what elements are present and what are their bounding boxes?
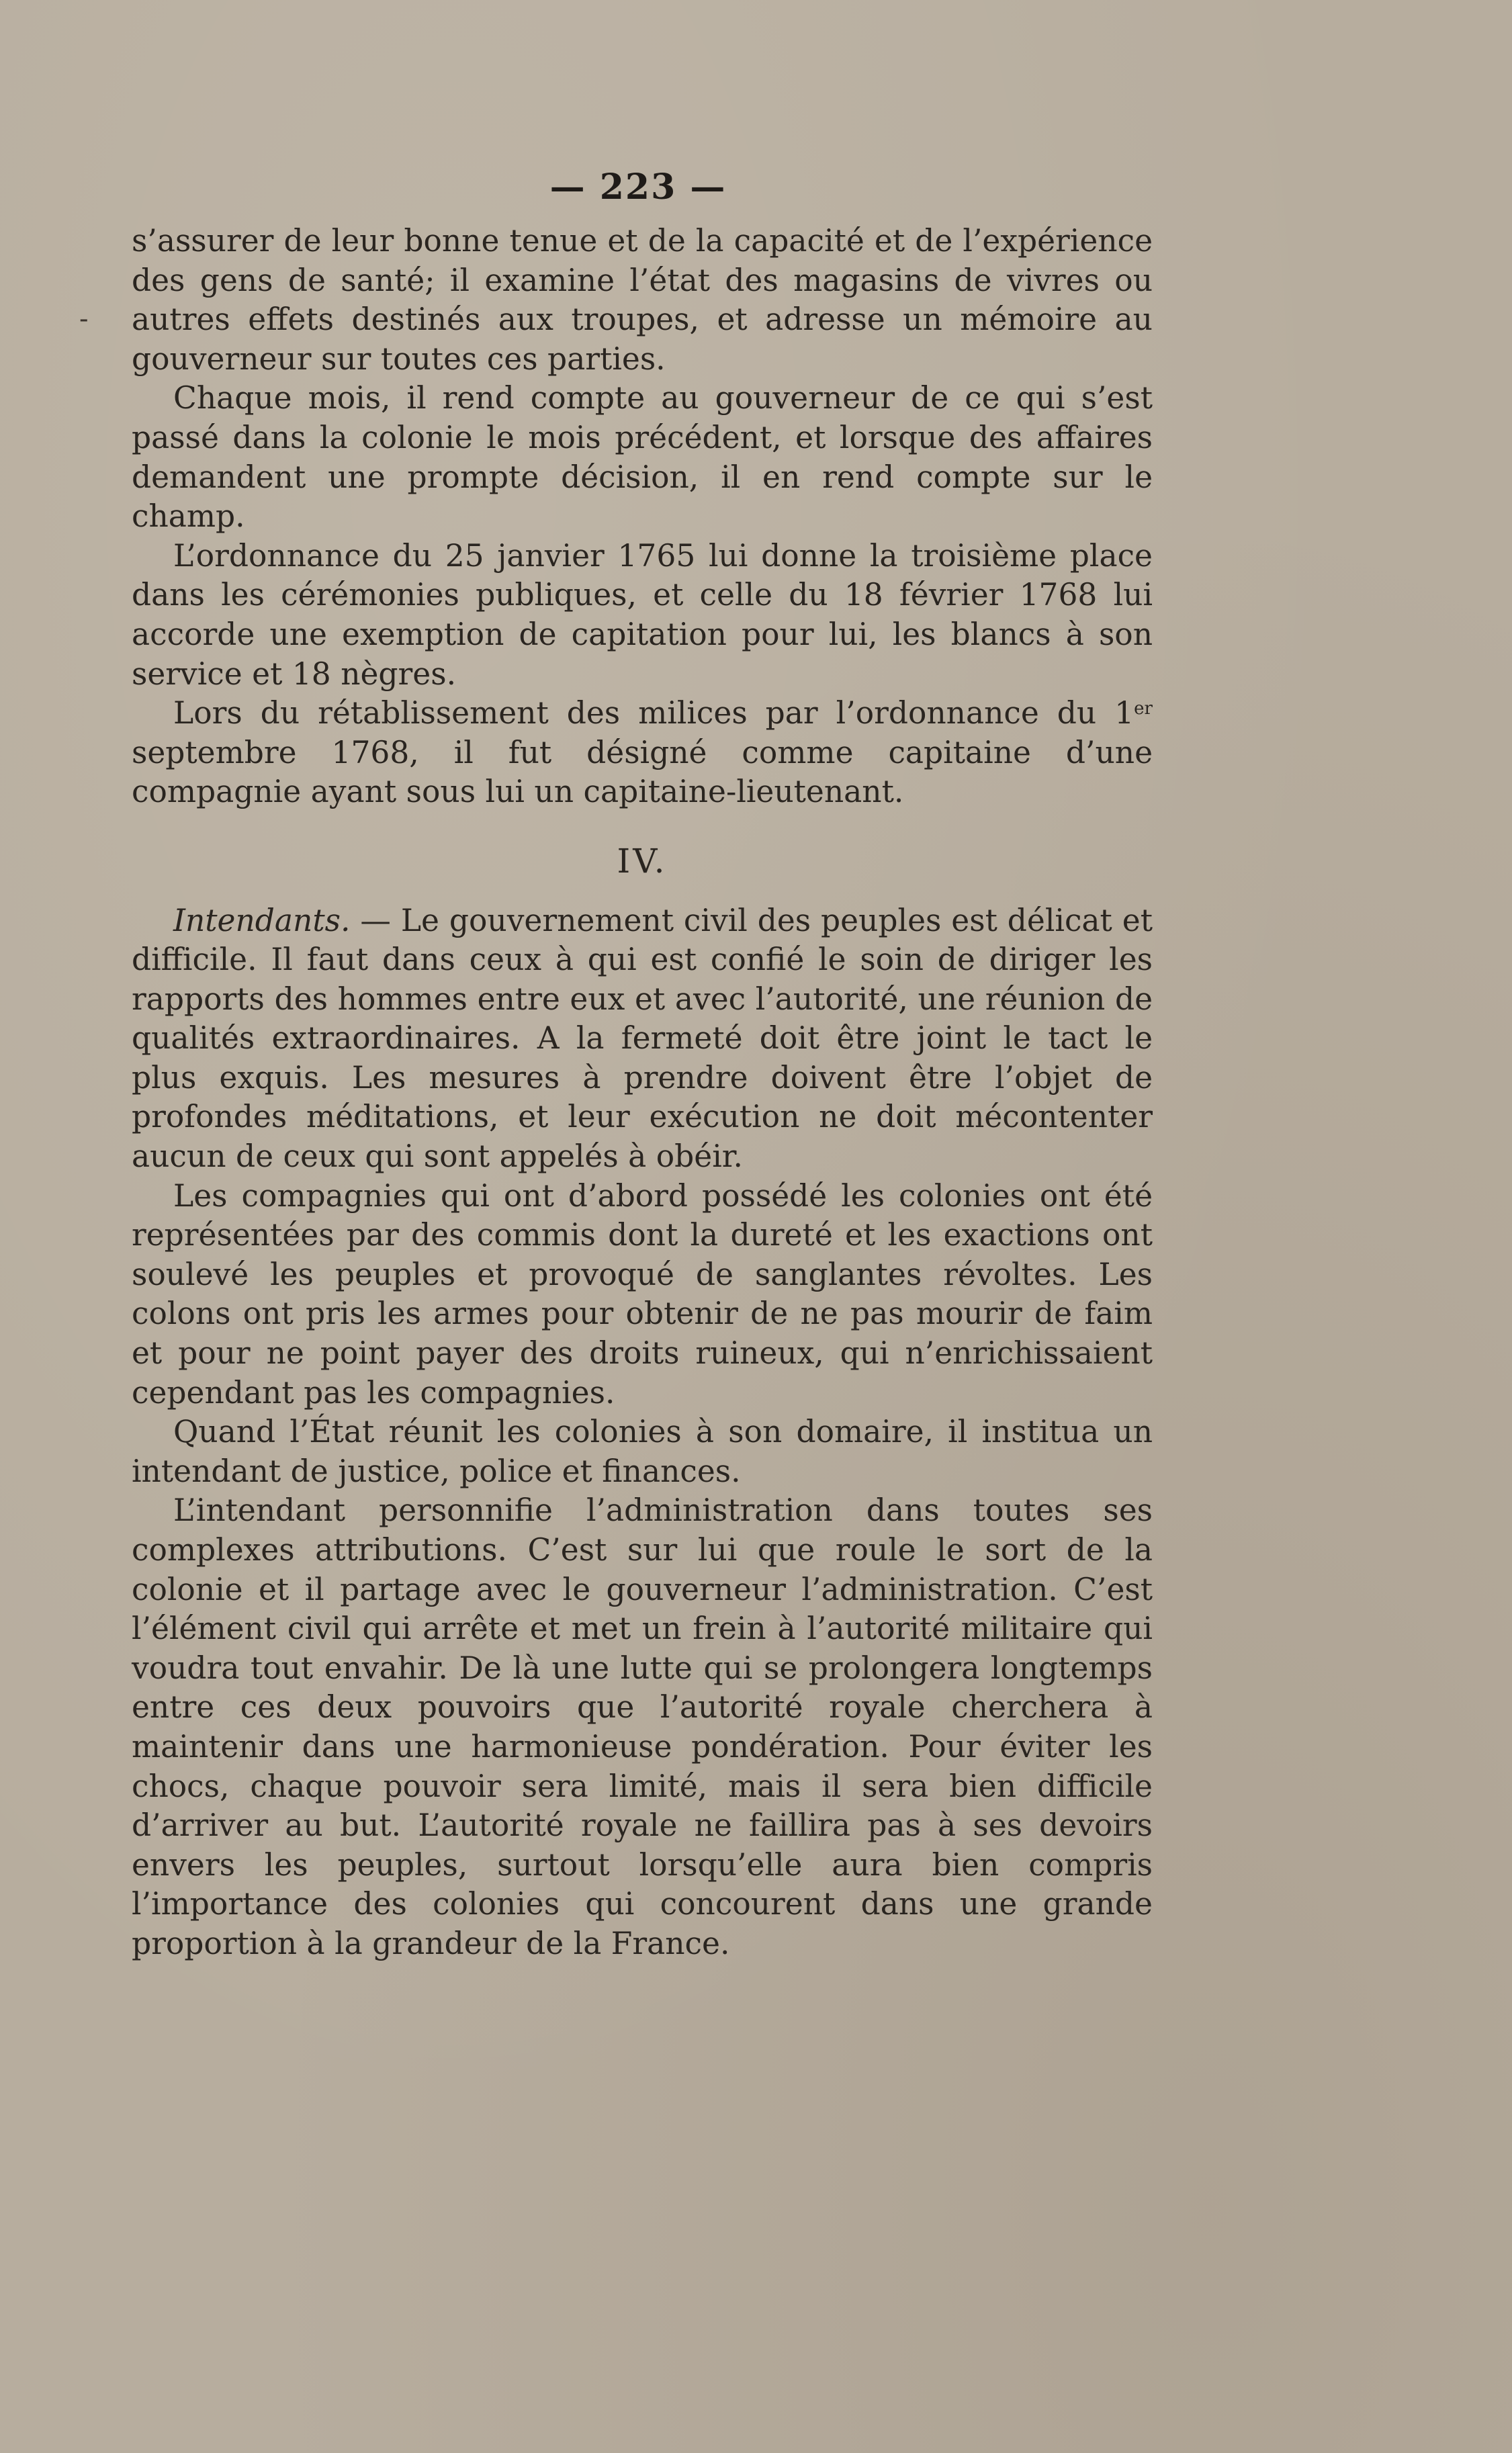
- paragraph-state-intendant: Quand l’État réunit les colonies à son domaire, il institua un intendant de justice, police et finances.: [132, 1414, 1153, 1489]
- paragraph-militia: [132, 694, 1153, 812]
- paragraph-intendants-intro: [132, 901, 1153, 1177]
- paragraph-companies: Les compagnies qui ont d’abord possédé les colonies ont été représentées par des commis dont la dureté et les exactions ont soulevé les peuples et provoqué de sanglantes révoltes. Les colons ont pris les armes pour obtenir de ne pas mourir de faim et pour ne point payer des droits ruineux, qui n’enrichissaient cependant pas les compagnies.: [132, 1177, 1153, 1411]
- paragraph-ordinance-1765: L’ordonnance du 25 janvier 1765 lui donne la troisième place dans les cérémonies publiques, et celle du 18 février 1768 lui accorde une exemption de capitation pour lui, les blancs à son service et 18 nègres.: [132, 537, 1153, 692]
- ordinal-superscript: er: [1134, 699, 1153, 719]
- margin-dash-mark: -: [79, 304, 89, 334]
- militia-text-start: Lors du rétablissement des milices par l’ordonnance du 1: [173, 695, 1135, 731]
- paragraph-intendant-role: L’intendant personnifie l’administration dans toutes ses complexes attributions. C’est sur lui que roule le sort de la colonie et il partage avec le gouverneur l’administration. C’est l’élément civil qui arrête et met un frein à l’autorité militaire qui voudra tout envahir. De là une lutte qui se prolongera longtemps entre ces deux pouvoirs que l’autorité royale cherchera à maintenir dans une harmonieuse pondération. Pour éviter les chocs, chaque pouvoir sera limité, mais il sera bien difficile d’arriver au but. L’autorité royale ne faillira pas à ses devoirs envers les peuples, surtout lorsqu’elle aura bien compris l’importance des colonies qui concourent dans une grande proportion à la grandeur de la France.: [132, 1492, 1153, 1961]
- body-text: [132, 222, 1153, 1964]
- paragraph-continued: s’assurer de leur bonne tenue et de la capacité et de l’expérience des gens de santé; il examine l’état des magasins de vivres ou autres effets destinés aux troupes, et adresse un mémoire au gouverneur sur toutes ces parties.: [132, 223, 1153, 377]
- paragraph-monthly-report: Chaque mois, il rend compte au gouverneur de ce qui s’est passé dans la colonie le mois précédent, et lorsque des affaires demandent une prompte décision, il en rend compte sur le champ.: [132, 380, 1153, 535]
- section-label-intendants: Intendants.: [173, 902, 351, 938]
- militia-text-end: septembre 1768, il fut désigné comme capitaine d’une compagnie ayant sous lui un capitaine-lieutenant.: [132, 734, 1153, 810]
- page-number: — 223 —: [549, 167, 727, 208]
- intendants-intro-text: — Le gouvernement civil des peuples est délicat et difficile. Il faut dans ceux à qui est confié le soin de diriger les rapports des hommes entre eux et avec l’autorité, une réunion de qualités extraordinaires. A la fermeté doit être joint le tact le plus exquis. Les mesures à prendre doivent être l’objet de profondes méditations, et leur exécution ne doit mécontenter aucun de ceux qui sont appelés à obéir.: [132, 902, 1153, 1175]
- section-heading: IV.: [617, 841, 668, 881]
